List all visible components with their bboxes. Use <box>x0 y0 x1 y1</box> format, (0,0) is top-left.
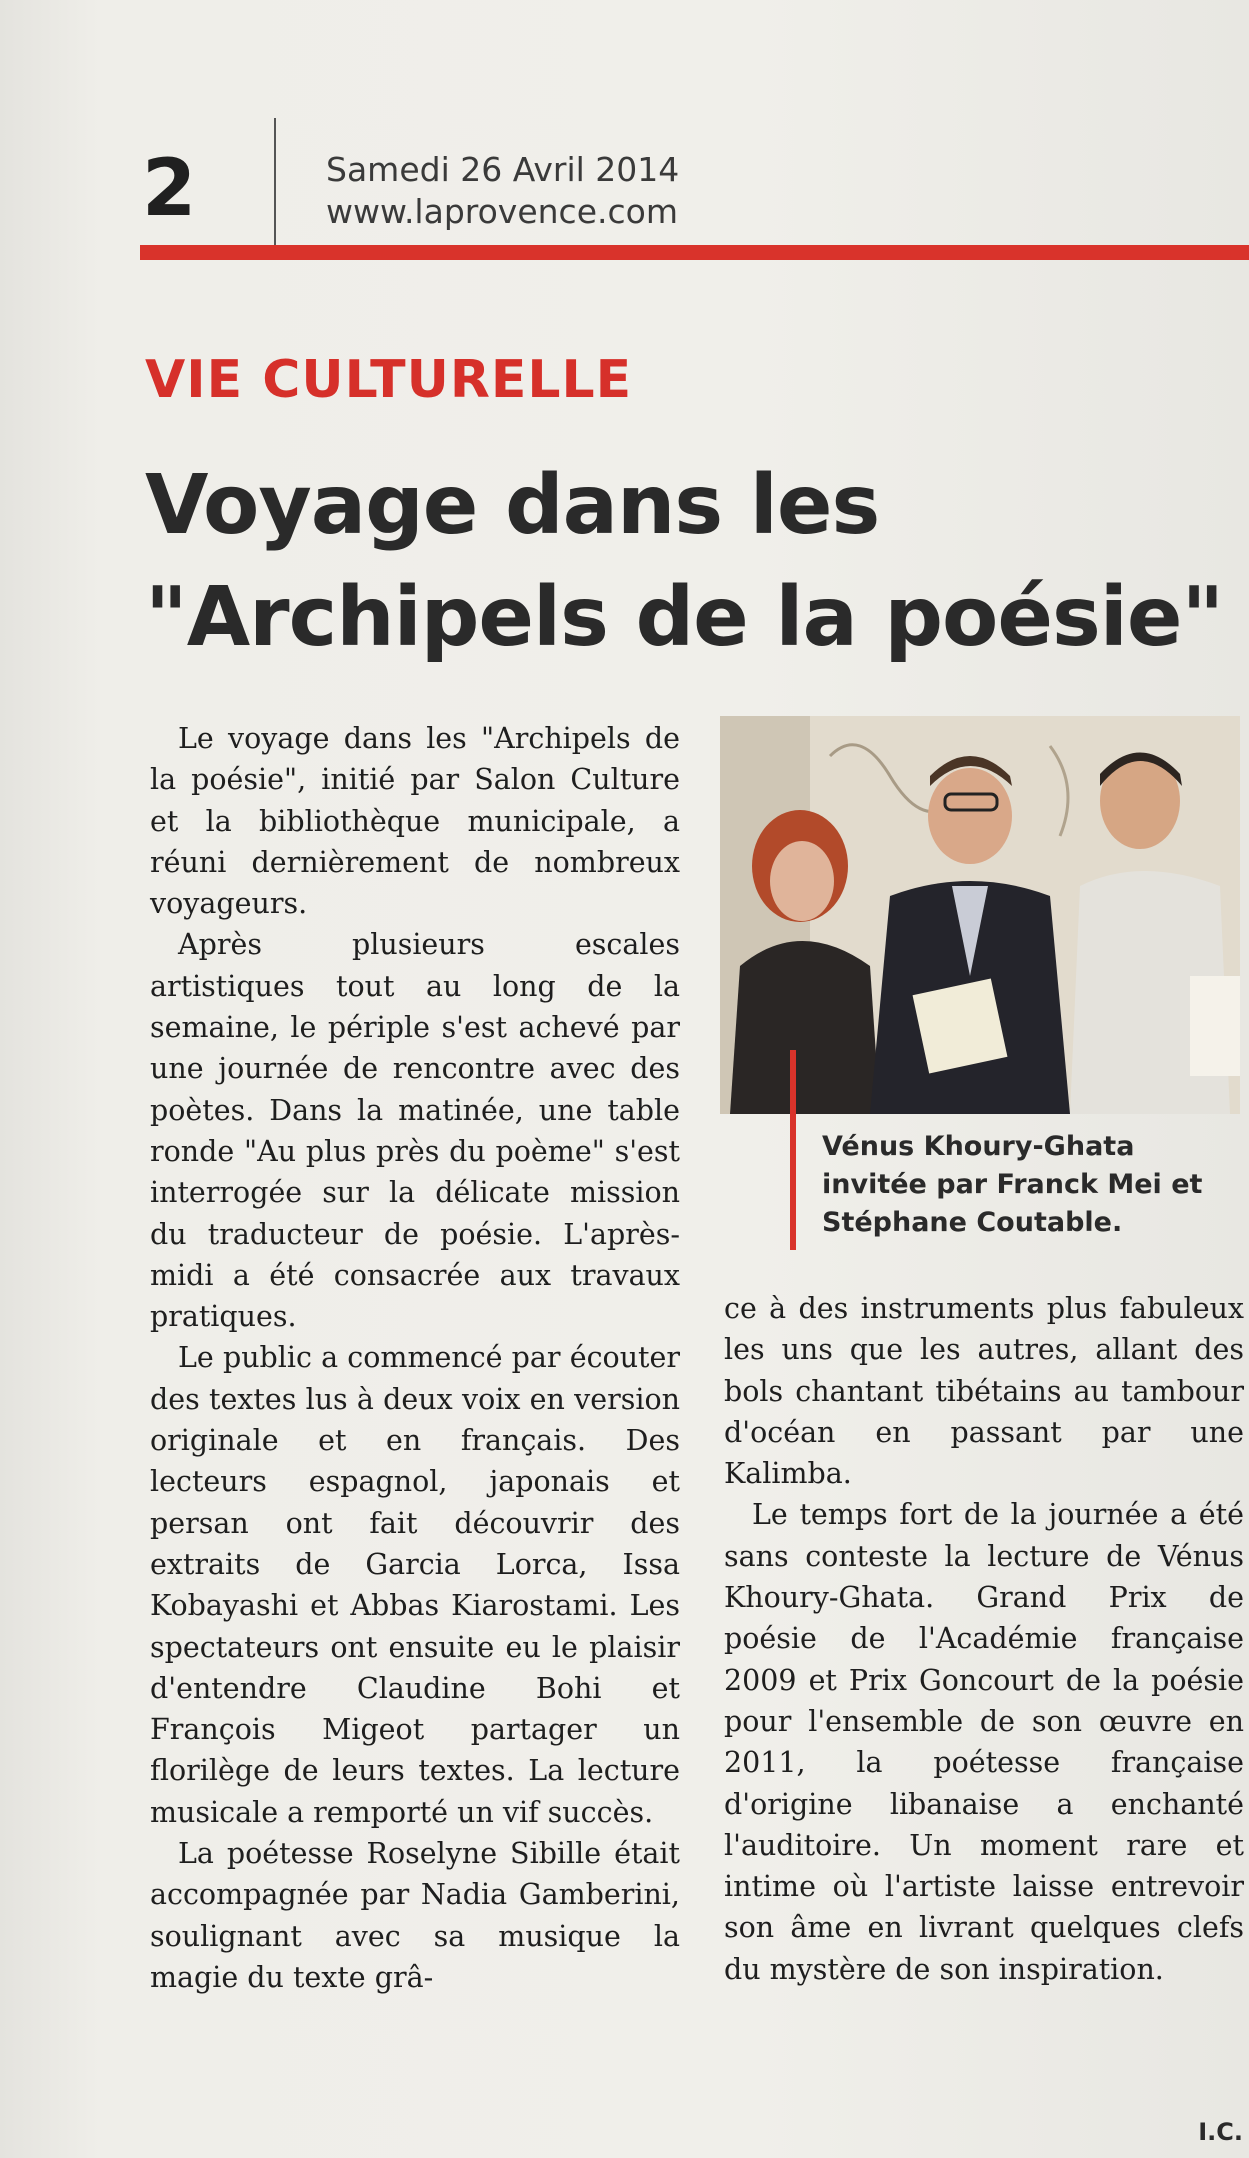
paragraph: Le voyage dans les "Archipels de la poésie", initié par Salon Culture et la bibliothèque municipale, a réuni dernièrement de nombreux voyageurs. <box>150 722 680 921</box>
article-column-left <box>150 718 680 1998</box>
page-number: 2 <box>142 144 197 234</box>
header-date: Samedi 26 Avril 2014 <box>326 150 680 189</box>
section-kicker: VIE CULTURELLE <box>145 350 633 410</box>
paragraph: La poétesse Roselyne Sibille était accompagnée par Nadia Gamberini, soulignant avec sa musique la magie du texte grâ- <box>150 1837 680 1994</box>
author-signature: I.C. <box>1198 2118 1243 2146</box>
paragraph: Après plusieurs escales artistiques tout au long de la semaine, le périple s'est achevé par une journée de rencontre avec des poètes. Dans la matinée, une table ronde "Au plus près du poème" s'est interrogée sur la délicate mission du traducteur de poésie. L'après-midi a été consacrée aux travaux pratiques. <box>150 928 680 1334</box>
paragraph: Le temps fort de la journée a été sans conteste la lecture de Vénus Khoury-Ghata. Grand Prix de poésie de l'Académie française 2009 et Prix Goncourt de la poésie pour l'ensemble de son œuvre en 2011, la poétesse française d'origine libanaise a enchanté l'auditoire. Un moment rare et intime où l'artiste laisse entrevoir son âme en livrant quelques clefs du mystère de son inspiration. <box>724 1498 1244 1986</box>
photo-illustration <box>720 716 1240 1114</box>
article-headline: Voyage dans les "Archipels de la poésie" <box>145 458 1224 665</box>
article-column-right <box>724 1288 1244 1990</box>
header-url: www.laprovence.com <box>326 192 678 231</box>
caption-accent-bar <box>790 1050 796 1250</box>
article-photo <box>720 716 1240 1114</box>
header-red-rule <box>140 245 1249 260</box>
header-divider <box>274 118 276 258</box>
paragraph: ce à des instruments plus fabuleux les uns que les autres, allant des bols chantant tibétains au tambour d'océan en passant par une Kalimba. <box>724 1292 1244 1491</box>
paragraph: Le public a commencé par écouter des textes lus à deux voix en version originale et en français. Des lecteurs espagnol, japonais et persan ont fait découvrir des extraits de Garcia Lorca, Issa Kobayashi et Abbas Kiarostami. Les spectateurs ont ensuite eu le plaisir d'entendre Claudine Bohi et François Migeot partager un florilège de leurs textes. La lecture musicale a remporté un vif succès. <box>150 1341 680 1829</box>
photo-caption: Vénus Khoury-Ghata invitée par Franck Mei et Stéphane Coutable. <box>822 1131 1203 1238</box>
